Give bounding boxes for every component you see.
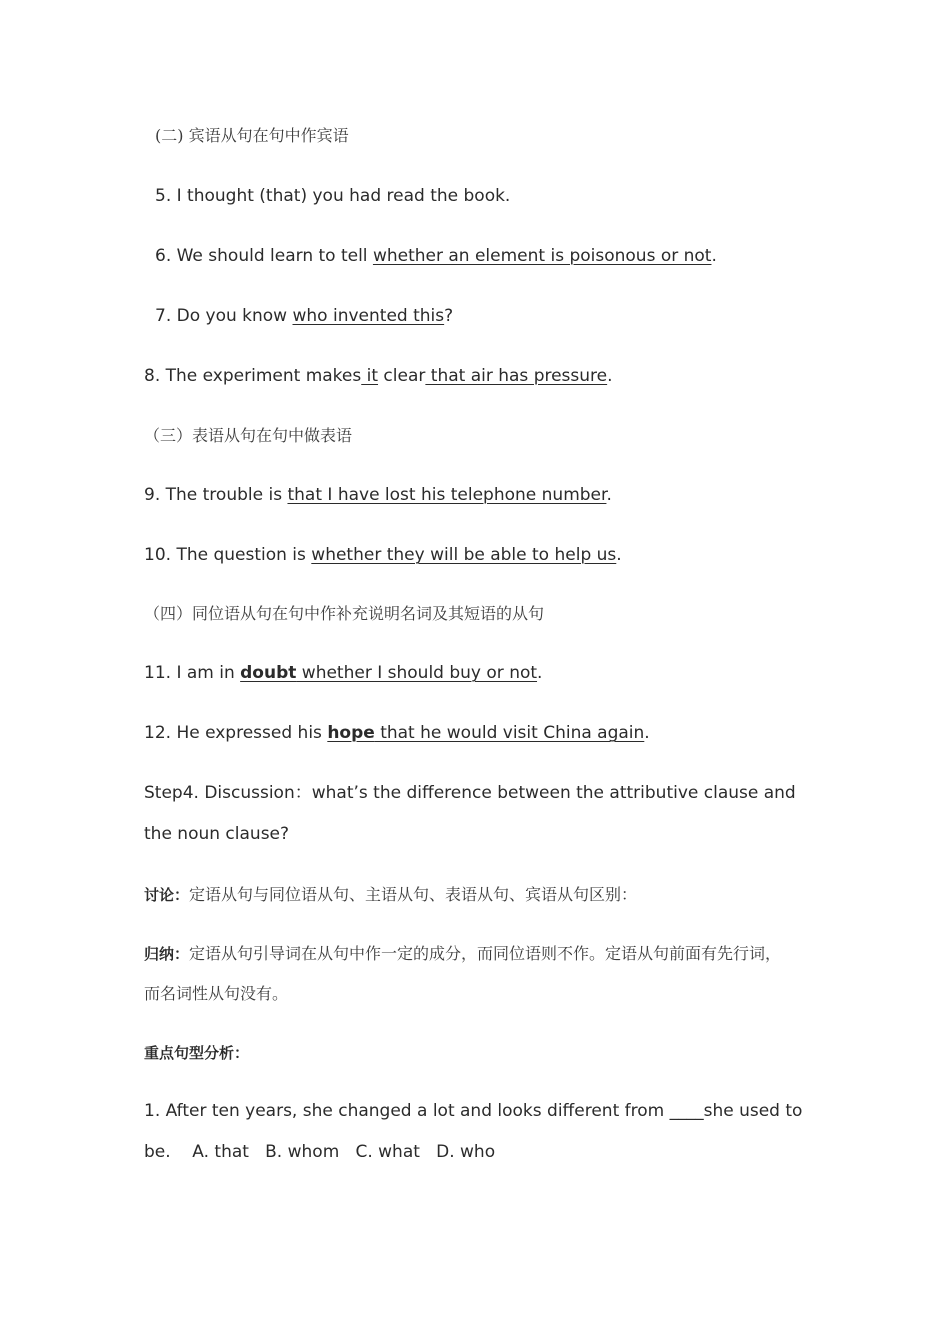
step4-discussion-line1: Step4. Discussion：what’s the difference between the attributive clause and bbox=[144, 783, 796, 803]
step4-discussion-line2: the noun clause? bbox=[144, 824, 290, 844]
question-1-line2-options: be. A. that B. whom C. what D. who bbox=[144, 1142, 496, 1162]
bold-noun: hope bbox=[327, 723, 375, 743]
example-sentence-9: 9. The trouble is that I have lost his telephone number. bbox=[144, 485, 612, 505]
underlined-clause: whether I should buy or not bbox=[296, 663, 538, 683]
underlined-clause: who invented this bbox=[292, 306, 445, 326]
underlined-clause: that I have lost his telephone number bbox=[287, 485, 607, 505]
example-sentence-8: 8. The experiment makes it clear that air has pressure. bbox=[144, 366, 613, 386]
example-sentence-10: 10. The question is whether they will be able to help us. bbox=[144, 545, 622, 565]
underlined-clause: whether an element is poisonous or not bbox=[372, 246, 712, 266]
section-heading-object-clause: (二) 宾语从句在句中作宾语 bbox=[155, 126, 349, 145]
bold-noun: doubt bbox=[240, 663, 297, 683]
key-sentence-analysis-heading: 重点句型分析： bbox=[144, 1044, 250, 1062]
underlined-word: it bbox=[361, 366, 379, 386]
section-heading-appositive-clause: （四）同位语从句在句中作补充说明名词及其短语的从句 bbox=[144, 604, 545, 623]
summary-label: 归纳： bbox=[144, 945, 190, 963]
summary-paragraph-line1: 归纳：定语从句引导词在从句中作一定的成分，而同位语则不作。定语从句前面有先行词， bbox=[144, 944, 782, 963]
example-sentence-12: 12. He expressed his hope that he would visit China again. bbox=[144, 723, 650, 743]
example-sentence-5: 5. I thought (that) you had read the book. bbox=[155, 186, 511, 206]
example-sentence-11: 11. I am in doubt whether I should buy or not. bbox=[144, 663, 543, 683]
example-sentence-6: 6. We should learn to tell whether an element is poisonous or not. bbox=[155, 246, 717, 266]
underlined-clause: whether they will be able to help us bbox=[311, 545, 617, 565]
underlined-clause: that air has pressure bbox=[425, 366, 608, 386]
underlined-clause: that he would visit China again bbox=[374, 723, 645, 743]
discussion-paragraph: 讨论：定语从句与同位语从句、主语从句、表语从句、宾语从句区别： bbox=[144, 885, 638, 904]
discussion-label: 讨论： bbox=[144, 886, 190, 904]
summary-paragraph-line2: 而名词性从句没有。 bbox=[144, 984, 289, 1003]
section-heading-predicative-clause: （三）表语从句在句中做表语 bbox=[144, 426, 353, 445]
question-1-line1: 1. After ten years, she changed a lot and looks different from ____she used to bbox=[144, 1101, 803, 1121]
example-sentence-7: 7. Do you know who invented this? bbox=[155, 306, 454, 326]
